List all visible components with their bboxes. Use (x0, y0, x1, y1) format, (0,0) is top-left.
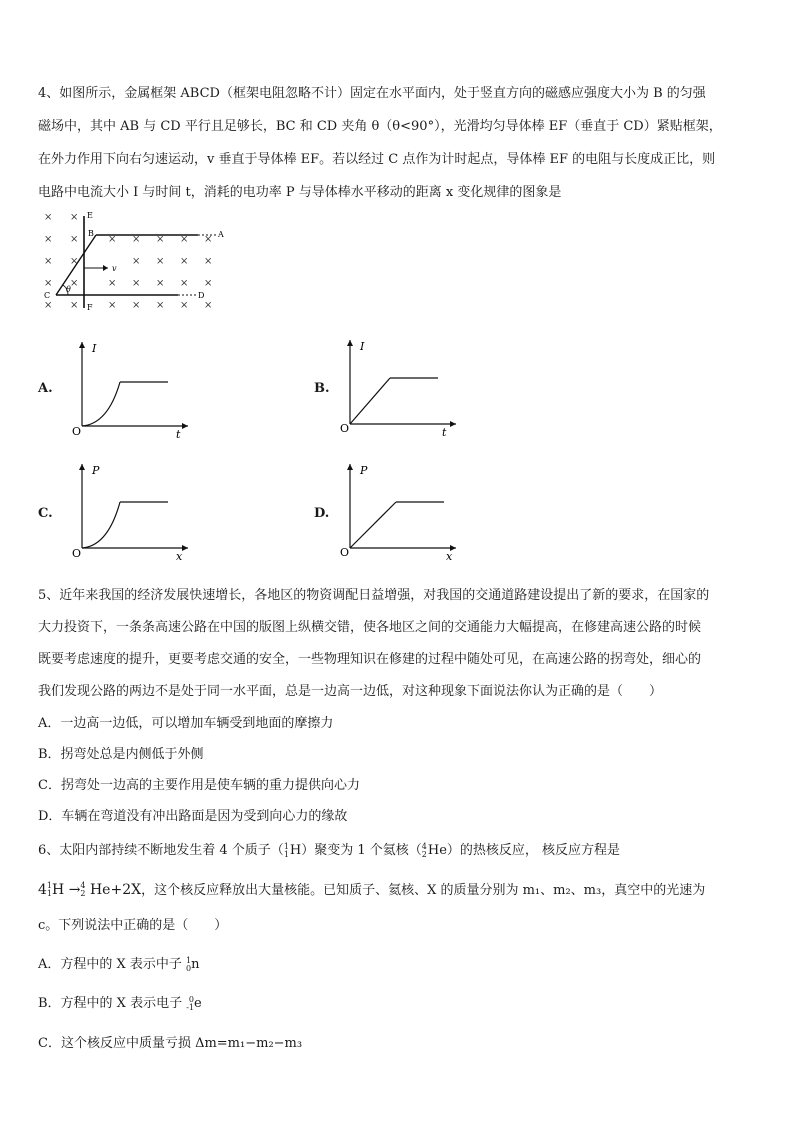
svg-text:×: × (132, 256, 141, 267)
q5-line-1: 5、近年来我国的经济发展快速增长，各地区的物资调配日益增强，对我国的交通道路建设提出了新的要求，在国家的 (38, 588, 710, 603)
svg-text:×: × (44, 212, 53, 223)
svg-text:I: I (360, 340, 365, 353)
svg-text:×: × (180, 234, 189, 245)
linear-rise (350, 502, 396, 548)
q6-line-1: 6、太阳内部持续不断地发生着 4 个质子（ 1 1 H）聚变为 1 个氦核（ 4 2 He）的热核反应， 核反应方程是 (38, 841, 621, 859)
q4-option-c-graph[interactable] (70, 460, 190, 562)
svg-text:×: × (156, 256, 165, 267)
svg-text:×: × (44, 234, 53, 245)
q4-line-2: 磁场中，其中 AB 与 CD 平行且足够长，BC 和 CD 夹角 θ（θ<90°），光滑均匀导体棒 EF（垂直于 CD）紧贴框架， (38, 119, 722, 134)
reaction-equation: 4 1 1 H → 4 2 He+2X (38, 881, 142, 898)
proton-symbol: H (289, 843, 302, 858)
svg-text:×: × (44, 300, 53, 311)
q4-option-a-graph[interactable] (70, 338, 190, 440)
svg-text:x: x (446, 550, 453, 562)
svg-text:t: t (442, 426, 447, 438)
svg-text:×: × (204, 300, 213, 311)
electron-symbol: e (194, 996, 202, 1011)
q4-option-b-label[interactable]: B. (314, 381, 330, 396)
svg-text:×: × (132, 300, 141, 311)
svg-text:O: O (72, 425, 82, 438)
point-a: A (218, 230, 224, 239)
svg-text:x: x (176, 550, 183, 562)
svg-text:×: × (44, 278, 53, 289)
q4-line-4: 电路中电流大小 I 与时间 t，消耗的电功率 P 与导体棒水平移动的距离 x 变化规律的图象是 (38, 185, 562, 200)
linear-rise (350, 378, 390, 424)
svg-text:×: × (156, 234, 165, 245)
q4-line-3: 在外力作用下向右匀速运动，v 垂直于导体棒 EF。若以经过 C 点作为计时起点，导体棒 EF 的电阻与长度成正比，则 (38, 152, 716, 167)
q4-option-b-graph[interactable] (338, 336, 458, 438)
svg-text:P: P (92, 464, 100, 477)
q4-option-c-label[interactable]: C. (38, 506, 53, 521)
svg-text:×: × (108, 278, 117, 289)
svg-text:×: × (70, 212, 79, 223)
point-f: F (87, 303, 93, 312)
svg-text:O: O (340, 422, 350, 435)
q5-line-4: 我们发现公路的两边不是处于同一水平面，总是一边高一边低，对这种现象下面说法你认为正确的是（ ） (38, 684, 663, 699)
point-d: D (198, 291, 205, 300)
q5-option-b[interactable]: B．拐弯处总是内侧低于外侧 (38, 747, 204, 762)
svg-text:×: × (204, 256, 213, 267)
q4-option-d-graph[interactable] (338, 460, 458, 562)
svg-text:t: t (176, 428, 181, 440)
point-e: E (87, 211, 93, 220)
q5-option-a[interactable]: A．一边高一边低，可以增加车辆受到地面的摩擦力 (38, 716, 334, 731)
q6-option-c[interactable]: C．这个核反应中质量亏损 Δm=m₁−m₂−m₃ (38, 1036, 303, 1051)
svg-text:O: O (340, 546, 350, 559)
svg-text:O: O (72, 547, 82, 560)
svg-text:P: P (360, 464, 368, 477)
svg-text:×: × (204, 278, 213, 289)
helium-symbol: He (427, 843, 447, 858)
svg-text:×: × (70, 256, 79, 267)
svg-text:×: × (156, 278, 165, 289)
svg-text:×: × (70, 234, 79, 245)
point-b: B (88, 229, 94, 238)
svg-text:×: × (70, 278, 79, 289)
q4-option-a-label[interactable]: A. (38, 381, 53, 396)
svg-text:×: × (156, 300, 165, 311)
q4-option-d-label[interactable]: D. (314, 506, 330, 521)
svg-text:×: × (132, 278, 141, 289)
theta-label: θ (66, 285, 71, 294)
q4-line-1: 4、如图所示，金属框架 ABCD（框架电阻忽略不计）固定在水平面内，处于竖直方向的磁感应强度大小为 B 的匀强 (38, 86, 706, 101)
svg-text:×: × (108, 234, 117, 245)
magnetic-field-crosses (44, 212, 212, 311)
svg-text:×: × (108, 300, 117, 311)
curve-rise (82, 502, 120, 548)
q6-line-2: 4 1 1 H → 4 2 He+2X，这个核反应释放出大量核能。已知质子、氦核、X 的质量分别为 m₁、m₂、m₃，真空中的光速为 (38, 881, 706, 898)
svg-text:I: I (92, 342, 97, 355)
svg-text:×: × (44, 256, 53, 267)
q6-option-b[interactable]: B．方程中的 X 表示电子 0 -1 e (38, 994, 202, 1012)
q5-line-3: 既要考虑速度的提升，更要考虑交通的安全，一些物理知识在修建的过程中随处可见，在高速公路的拐弯处，细心的 (38, 652, 702, 667)
neutron-symbol: n (191, 957, 200, 972)
q5-option-c[interactable]: C．拐弯处一边高的主要作用是使车辆的重力提供向心力 (38, 778, 360, 793)
q5-line-2: 大力投资下，一条条高速公路在中国的版图上纵横交错，使各地区之间的交通能力大幅提高，在修建高速公路的时候 (38, 620, 702, 635)
svg-text:×: × (180, 300, 189, 311)
svg-text:×: × (70, 300, 79, 311)
q6-line-3: c。下列说法中正确的是（ ） (38, 918, 228, 933)
v-label: v (112, 264, 117, 273)
svg-text:×: × (204, 234, 213, 245)
svg-text:×: × (132, 234, 141, 245)
svg-text:×: × (180, 278, 189, 289)
q5-option-d[interactable]: D．车辆在弯道没有冲出路面是因为受到向心力的缘故 (38, 809, 348, 824)
curve-rise (82, 382, 120, 426)
point-c: C (44, 291, 51, 300)
q4-frame-figure (38, 208, 238, 316)
svg-text:×: × (180, 256, 189, 267)
q6-option-a[interactable]: A．方程中的 X 表示中子 1 0 n (38, 955, 200, 973)
